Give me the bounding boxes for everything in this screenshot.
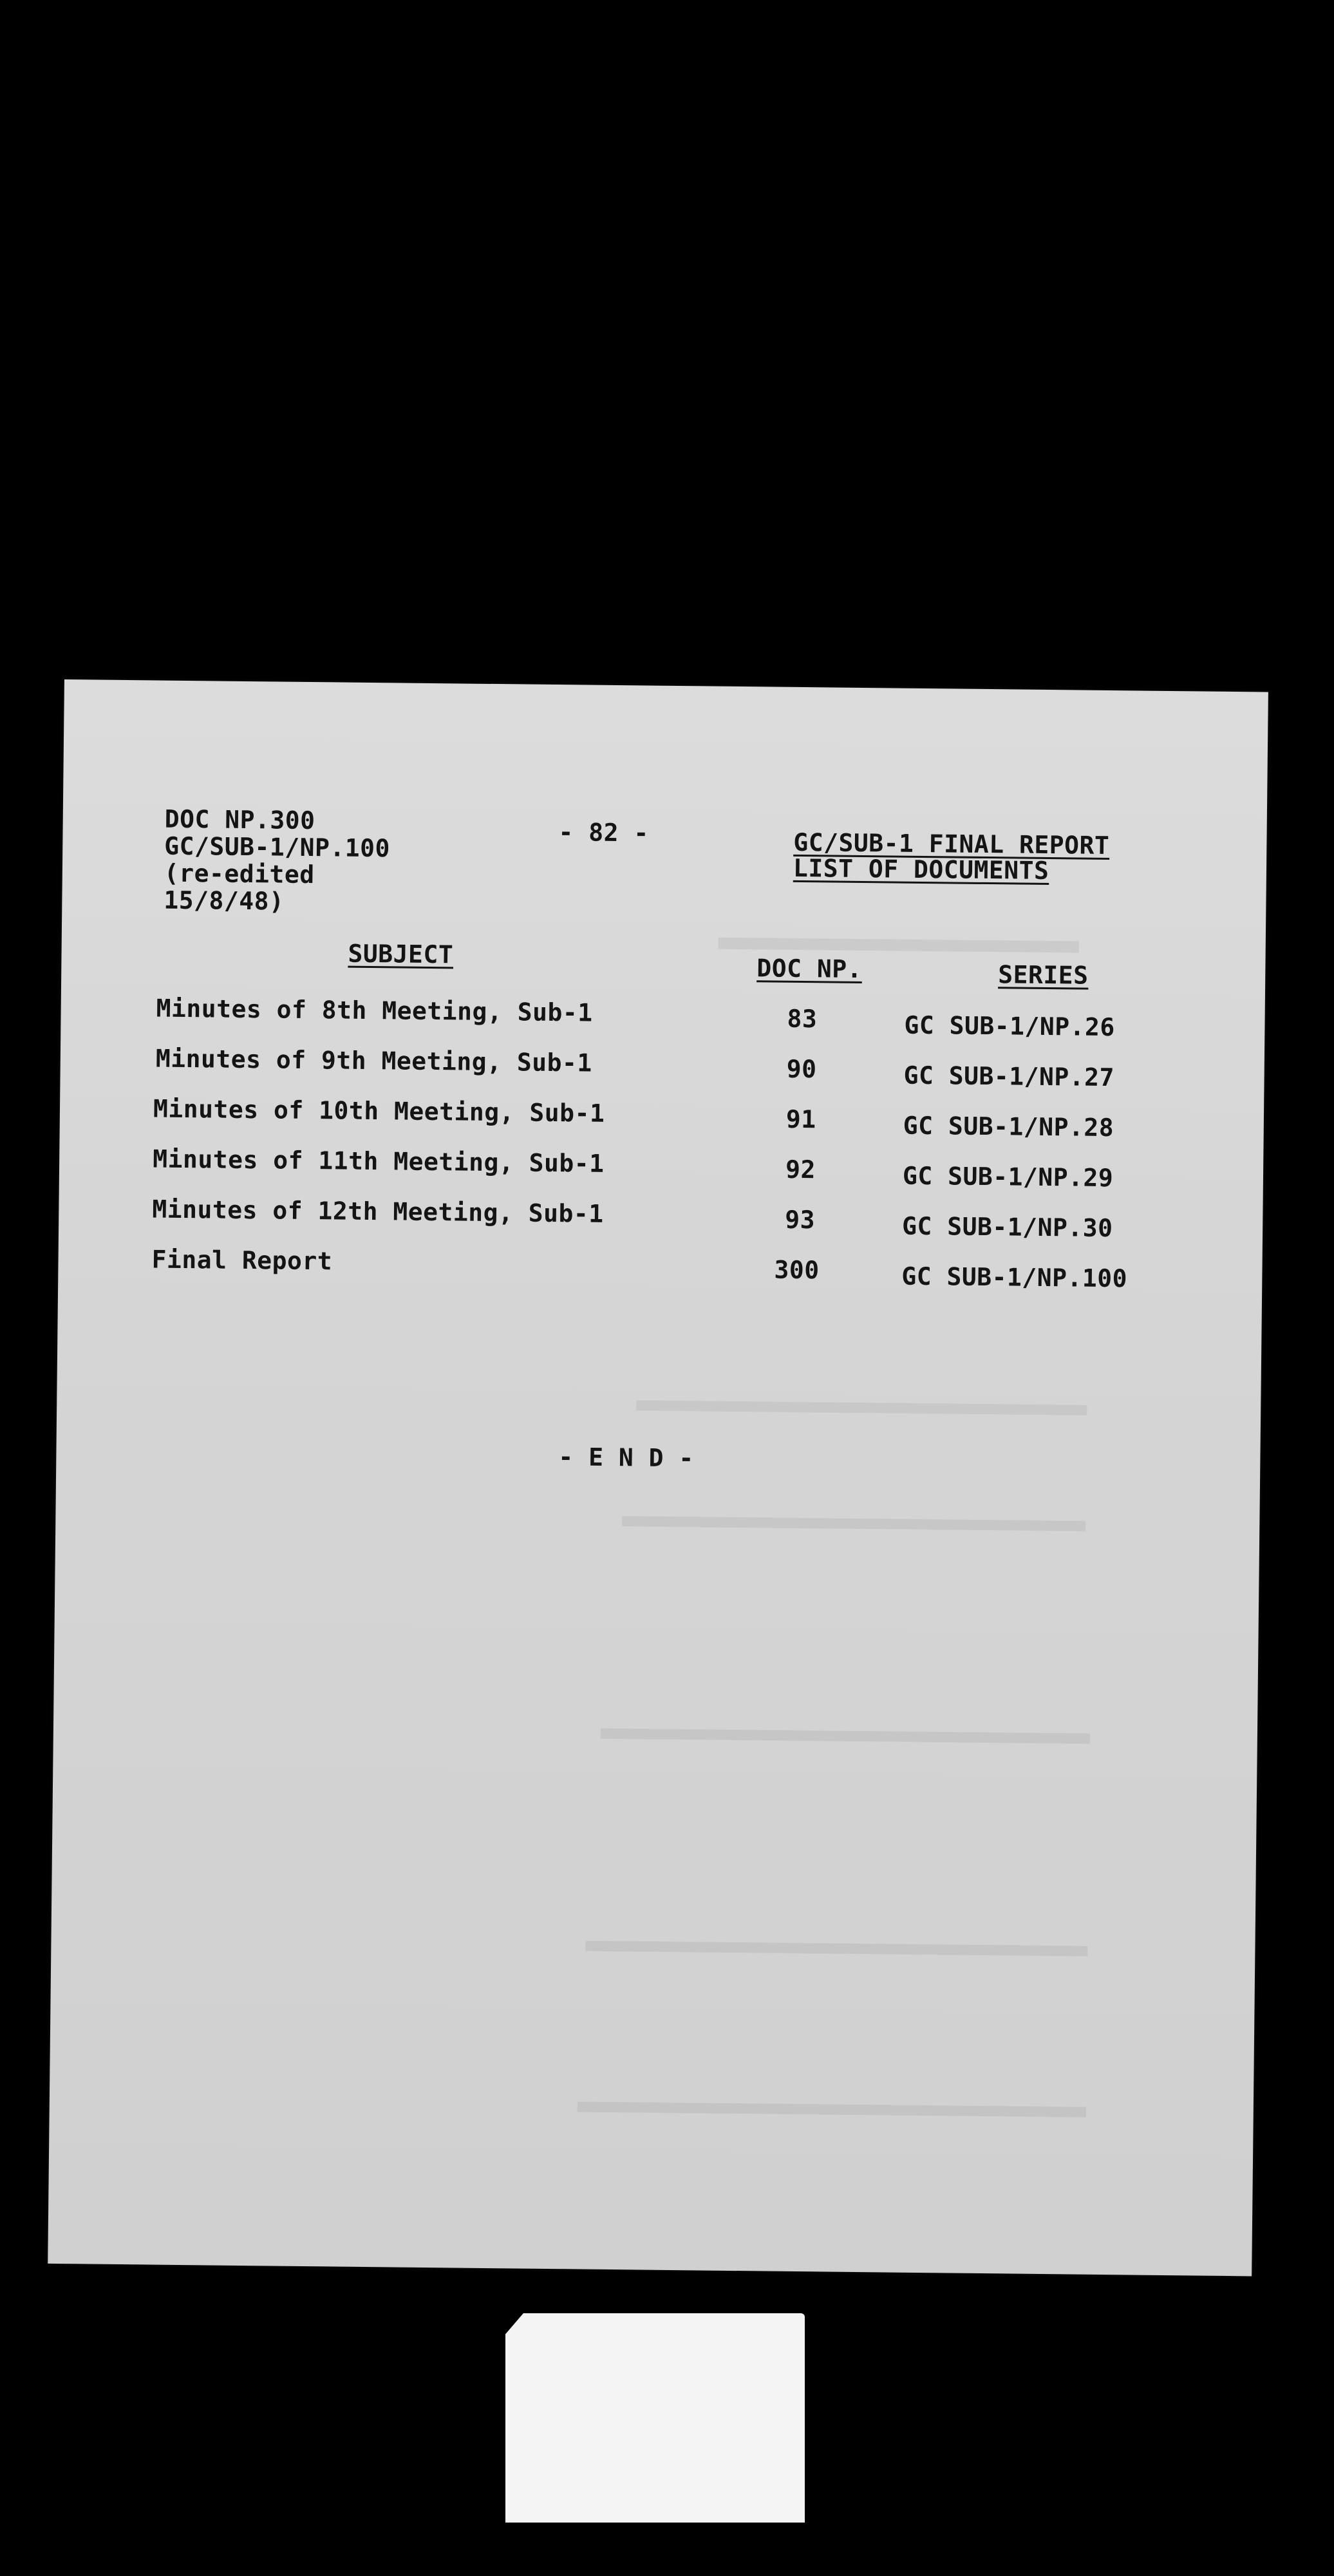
row-series: GC SUB-1/NP.100 [901, 1262, 1128, 1293]
show-through [719, 938, 1079, 953]
date-line: 15/8/48) [164, 886, 285, 916]
re-edited-line: (re-edited [164, 858, 315, 889]
row-subject: Minutes of 10th Meeting, Sub-1 [153, 1094, 605, 1128]
page-number: - 82 - [558, 818, 650, 848]
column-header-subject: SUBJECT [348, 939, 454, 969]
column-header-doc-no: DOC NP. [756, 954, 863, 983]
row-series: GC SUB-1/NP.29 [902, 1161, 1114, 1193]
row-doc-no: 91 [785, 1104, 816, 1134]
report-title: GC/SUB-1 FINAL REPORT [793, 828, 1110, 860]
row-doc-no: 93 [785, 1205, 816, 1235]
row-subject: Minutes of 11th Meeting, Sub-1 [152, 1144, 605, 1178]
row-series: GC SUB-1/NP.27 [903, 1061, 1115, 1092]
doc-series-line: GC/SUB-1/NP.100 [164, 831, 391, 863]
row-doc-no: 92 [785, 1155, 816, 1184]
show-through [585, 1941, 1087, 1956]
end-marker: - E N D - [558, 1443, 695, 1473]
show-through [622, 1516, 1085, 1531]
row-subject: Minutes of 8th Meeting, Sub-1 [156, 994, 593, 1027]
show-through [578, 2101, 1086, 2117]
row-doc-no: 90 [786, 1054, 817, 1084]
report-subtitle: LIST OF DOCUMENTS [793, 853, 1049, 886]
column-header-series: SERIES [998, 960, 1089, 990]
row-series: GC SUB-1/NP.28 [903, 1111, 1114, 1142]
show-through [636, 1400, 1087, 1415]
document-page [48, 679, 1268, 2276]
doc-number-line: DOC NP.300 [164, 804, 315, 835]
row-series: GC SUB-1/NP.30 [901, 1211, 1113, 1243]
row-doc-no: 300 [774, 1255, 820, 1285]
row-subject: Final Report [151, 1245, 333, 1276]
row-subject: Minutes of 12th Meeting, Sub-1 [152, 1195, 604, 1228]
row-doc-no: 83 [787, 1004, 818, 1034]
show-through [601, 1728, 1090, 1744]
row-subject: Minutes of 9th Meeting, Sub-1 [155, 1044, 593, 1077]
film-frame-tab [505, 2313, 805, 2523]
row-series: GC SUB-1/NP.26 [904, 1010, 1115, 1042]
